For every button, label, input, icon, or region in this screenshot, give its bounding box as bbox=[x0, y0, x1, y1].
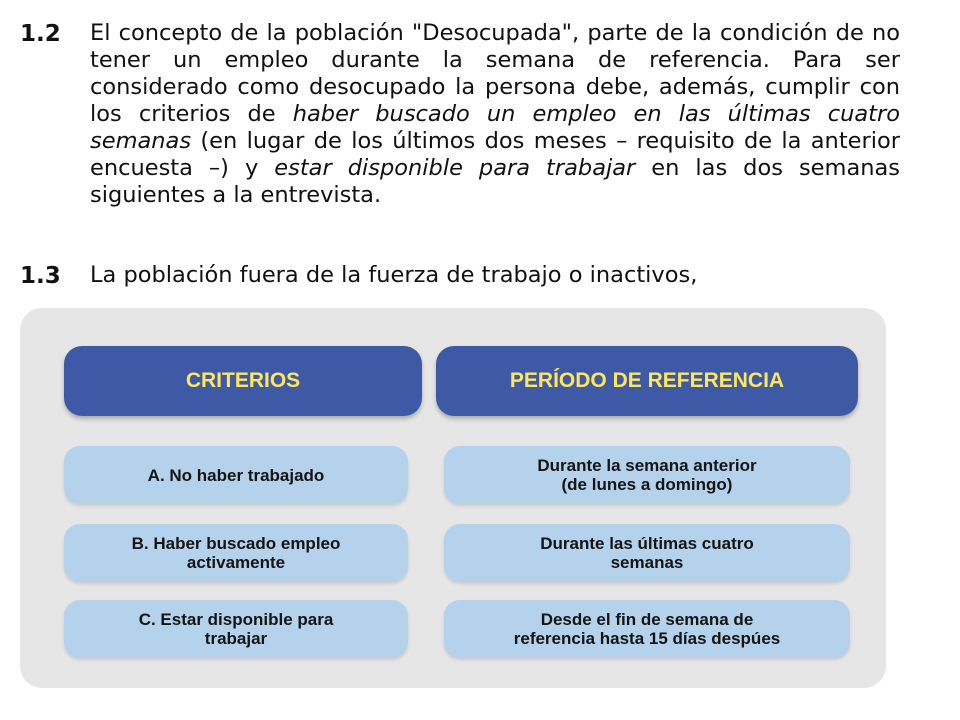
section-paragraph bbox=[90, 20, 900, 209]
section-paragraph: La población fuera de la fuerza de trabajo o inactivos, bbox=[90, 262, 698, 288]
paragraph-emphasis: haber buscado un empleo en las últimas cuatro semanas bbox=[90, 101, 900, 154]
criterio-b bbox=[64, 524, 408, 582]
cell-line: Desde el fin de semana de bbox=[540, 610, 754, 629]
header-periodo-referencia: PERÍODO DE REFERENCIA bbox=[436, 346, 858, 416]
cell-line: activamente bbox=[186, 553, 286, 572]
cell-line: A. No haber trabajado bbox=[147, 465, 325, 485]
cell-line: semanas bbox=[610, 553, 684, 572]
cell-line: B. Haber buscado empleo bbox=[131, 534, 341, 553]
header-criterios: CRITERIOS bbox=[64, 346, 422, 416]
criterio-a bbox=[64, 446, 408, 504]
paragraph-emphasis: estar disponible para trabajar bbox=[274, 155, 636, 181]
periodo-c bbox=[444, 600, 850, 658]
section-1-3 bbox=[20, 262, 900, 289]
criterio-c bbox=[64, 600, 408, 658]
cell-line: Durante la semana anterior bbox=[537, 456, 757, 475]
criteria-table bbox=[20, 308, 886, 688]
paragraph-text: (en lugar de los últimos dos meses – requisito de la anterior encuesta –) y bbox=[90, 128, 900, 181]
cell-line: referencia hasta 15 días despúes bbox=[513, 629, 781, 648]
cell-line: C. Estar disponible para bbox=[138, 610, 334, 629]
section-number: 1.3 bbox=[20, 263, 61, 289]
periodo-a bbox=[444, 446, 850, 504]
section-1-2 bbox=[20, 20, 900, 209]
cell-line: trabajar bbox=[204, 629, 268, 648]
cell-line: Durante las últimas cuatro bbox=[540, 534, 754, 553]
cell-line: (de lunes a domingo) bbox=[561, 475, 733, 494]
periodo-b bbox=[444, 524, 850, 582]
section-number: 1.2 bbox=[20, 21, 61, 47]
paragraph-text: en las dos semanas siguientes a la entrevista. bbox=[90, 155, 900, 208]
paragraph-text: El concepto de la población "Desocupada", parte de la condición de no tener un empleo durante la semana de referencia. Para ser considerado como desocupado la persona debe, además, cumplir con los criterios de bbox=[90, 20, 900, 127]
